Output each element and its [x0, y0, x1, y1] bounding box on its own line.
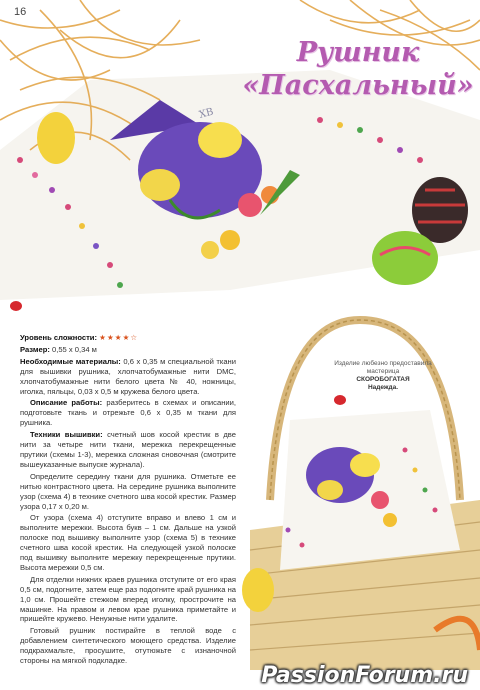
technique-label: Техники вышивки:: [30, 430, 103, 440]
credit-line-2: мастерица: [366, 368, 400, 375]
yellow-egg-small: [242, 568, 274, 612]
title-line-1: Рушник: [296, 37, 420, 68]
author-credit: [328, 360, 438, 392]
size-line: [20, 345, 236, 355]
instruction-paragraph: От узора (схема 4) отступите вправо и влево 1 см и выполните мережки. Высота букв – 1 см. Дальше на узкой полоске под вышивку выполните узор (схема 5) в технике счетного шва косой крестик. На следующей узкой полоске под вышивку выполните мережку перекрещенные прутики. Высота мережки 0,5 см.: [20, 513, 236, 572]
instruction-paragraph: Определите середину ткани для рушника. Отметьте ее нитью контрастного цвета. На середине рушника выполните узор (схема 4) в технике счетного шва косой крестик. Размер узора 0,17 х 0,20 м.: [20, 471, 236, 511]
green-egg: [372, 231, 438, 285]
watermark: PassionForum.ru: [261, 663, 468, 688]
ladybug-icon: [334, 395, 346, 405]
folded-towel: [280, 410, 460, 570]
materials-text: 0,6 х 0,35 м специальной ткани для вышивки рушника, хлопчатобумажные нити DMC, хлопчатобумажные нити белого цвета № 40, ножницы, иголка, пяльцы, 0,03 х 0,5 м кружева белого цвета.: [20, 356, 236, 396]
size-label: Размер:: [20, 344, 50, 354]
materials-paragraph: [20, 357, 236, 397]
difficulty-stars: ★★★★☆: [99, 333, 139, 342]
credit-surname: СКОРОБОГАТАЯ: [356, 376, 410, 383]
description-text: разберитесь в схемах и описании, подготовьте ткань и отрежьте 0,6 х 0,35 м ткани для рушника.: [20, 398, 236, 428]
instruction-paragraph: Для отделки нижних краев рушника отступите от его края 0,5 см, подогните, затем еще раз подогните край рушника на 1,0 см. Прошейте стежком вперед иголку, прострочите на машинке. На правом и левом крае рушника приметайте и пришейте кружево. Ненужные нити удалите.: [20, 574, 236, 624]
yellow-egg: [37, 112, 75, 164]
difficulty-label: Уровень сложности:: [20, 333, 98, 342]
basket-photo: [230, 300, 480, 670]
embroidered-letters-top: ХВ: [197, 106, 215, 121]
article-body: [20, 333, 236, 668]
instruction-paragraph: Готовый рушник постирайте в теплой воде с добавлением синтетического моющего средства. Изделие подкрахмальте, просушите, отутюжьте с изнаночной стороны на мягкой подкладке.: [20, 626, 236, 666]
size-value: 0,55 х 0,34 м: [52, 344, 97, 354]
article-title: [240, 36, 476, 102]
materials-label: Необходимые материалы:: [20, 356, 121, 366]
technique-paragraph: [20, 430, 236, 470]
technique-text: счетный шов косой крестик в две нити за четыре нити ткани, мережка перекрещенные прутики (схемы 1-3), мережка сложная сновочная (смотрите вышеуказанные выпуске журнала).: [20, 430, 236, 469]
credit-line-1: Изделие любезно предоставила: [334, 360, 432, 367]
ladybug-icon: [10, 301, 22, 311]
credit-first-name: Надежда.: [367, 384, 399, 391]
difficulty-line: [20, 333, 236, 343]
page-number: 16: [14, 6, 27, 18]
title-line-2: «Пасхальный»: [242, 70, 474, 101]
description-label: Описание работы:: [30, 398, 103, 408]
pysanka-egg: [412, 177, 468, 243]
description-paragraph: [20, 398, 236, 428]
